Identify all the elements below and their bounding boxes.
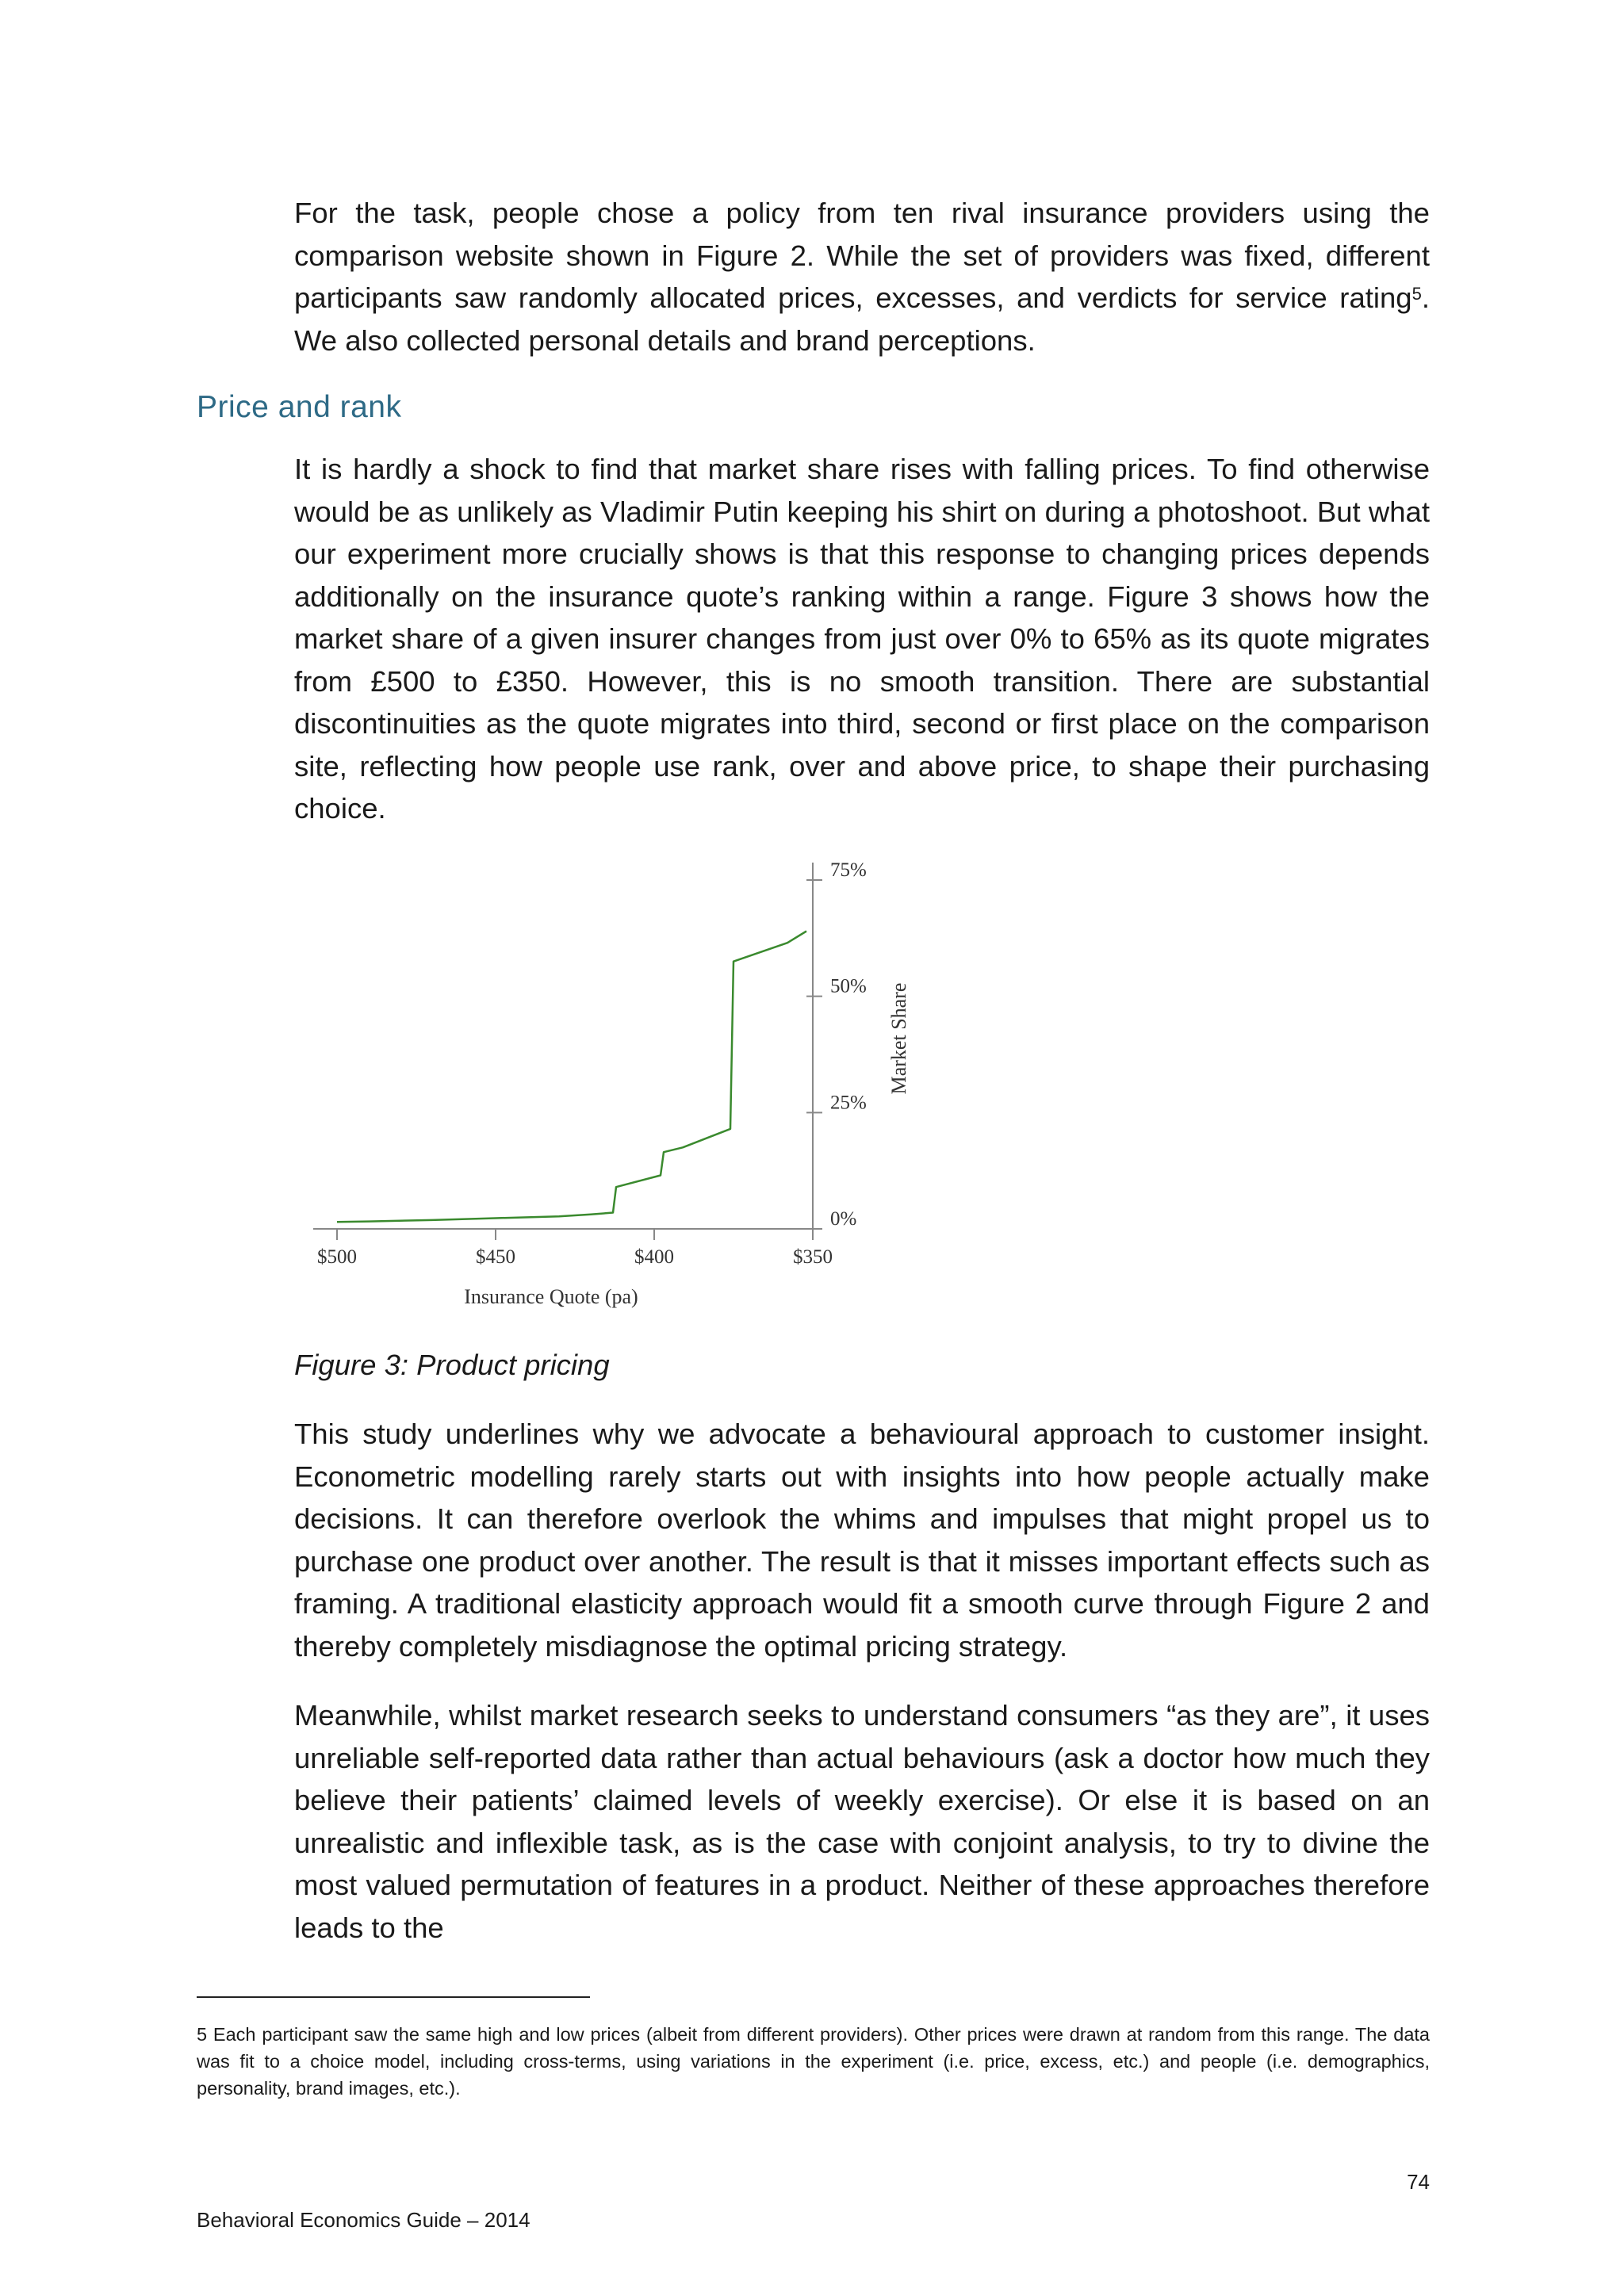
intro-text-end: . We also collected personal details and brand perceptions. <box>294 281 1430 357</box>
footnote-ref[interactable]: 5 <box>1411 284 1422 304</box>
x-tick-label: $500 <box>317 1246 357 1268</box>
market-share-series-line <box>337 932 806 1223</box>
x-tick-label: $350 <box>793 1246 833 1268</box>
figure-caption: Figure 3: Product pricing <box>294 1349 610 1381</box>
chart-y-axis-label: Market Share <box>887 982 910 1095</box>
chart-axes <box>313 863 818 1234</box>
intro-text: For the task, people chose a policy from ten rival insurance providers using the comparison website shown in Figure 2. While the set of providers was fixed, different participants saw randomly allocated prices, excesses, and verdicts for service rating <box>294 197 1430 314</box>
footnote: 5 Each participant saw the same high and low prices (albeit from different providers). Other prices were drawn at random from this range. The data was fit to a choice model, including cross-terms, using variations in the experiment (i.e. price, excess, etc.) and people (i.e. demographics, personality, brand images, etc.). <box>197 2024 1430 2099</box>
behavioural-approach-paragraph: This study underlines why we advocate a behavioural approach to customer insight. Econometric modelling rarely starts out with insights into how people actually make decisions. It can therefore overlook the whims and impulses that might propel us to purchase one product over another. The result is that it misses important effects such as framing. A traditional elasticity approach would fit a smooth curve through Figure 2 and thereby completely misdiagnose the optimal pricing strategy. <box>294 1418 1430 1663</box>
price-rank-paragraph: It is hardly a shock to find that market share rises with falling prices. To find otherwise would be as unlikely as Vladimir Putin keeping his shirt on during a photoshoot. But what our experiment more crucially shows is that this response to changing prices depends additionally on the insurance quote’s ranking within a range. Figure 3 shows how the market share of a given insurer changes from just over 0% to 65% as its quote migrates from £500 to £350. However, this is no smooth transition. There are substantial discontinuities as the quote migrates into third, second or first place on the comparison site, reflecting how people use rank, over and above price, to shape their purchasing choice. <box>294 453 1430 825</box>
intro-paragraph <box>294 192 1430 362</box>
chart-ticks <box>317 859 867 1268</box>
running-footer: Behavioral Economics Guide – 2014 <box>197 2208 530 2232</box>
x-tick-label: $400 <box>634 1246 674 1268</box>
y-tick-label: 50% <box>830 975 867 997</box>
market-research-paragraph: Meanwhile, whilst market research seeks to understand consumers “as they are”, it uses unreliable self-reported data rather than actual behaviours (ask a doctor how much they believe their patients’ claimed levels of weekly exercise). Or else it is based on an unrealistic and inflexible task, as is the case with conjoint analysis, to try to divine the most valued permutation of features in a product. Neither of these approaches therefore leads to the <box>294 1699 1430 1944</box>
y-tick-label: 0% <box>830 1208 857 1230</box>
y-tick-label: 25% <box>830 1092 867 1114</box>
section-heading: Price and rank <box>197 390 402 424</box>
y-tick-label: 75% <box>830 859 867 881</box>
chart-x-axis-label: Insurance Quote (pa) <box>464 1285 638 1308</box>
x-tick-label: $450 <box>476 1246 515 1268</box>
page-number: 74 <box>1407 2170 1430 2194</box>
footnote-divider <box>197 1996 590 1998</box>
market-share-chart <box>293 856 944 1332</box>
chart-series <box>337 932 806 1223</box>
